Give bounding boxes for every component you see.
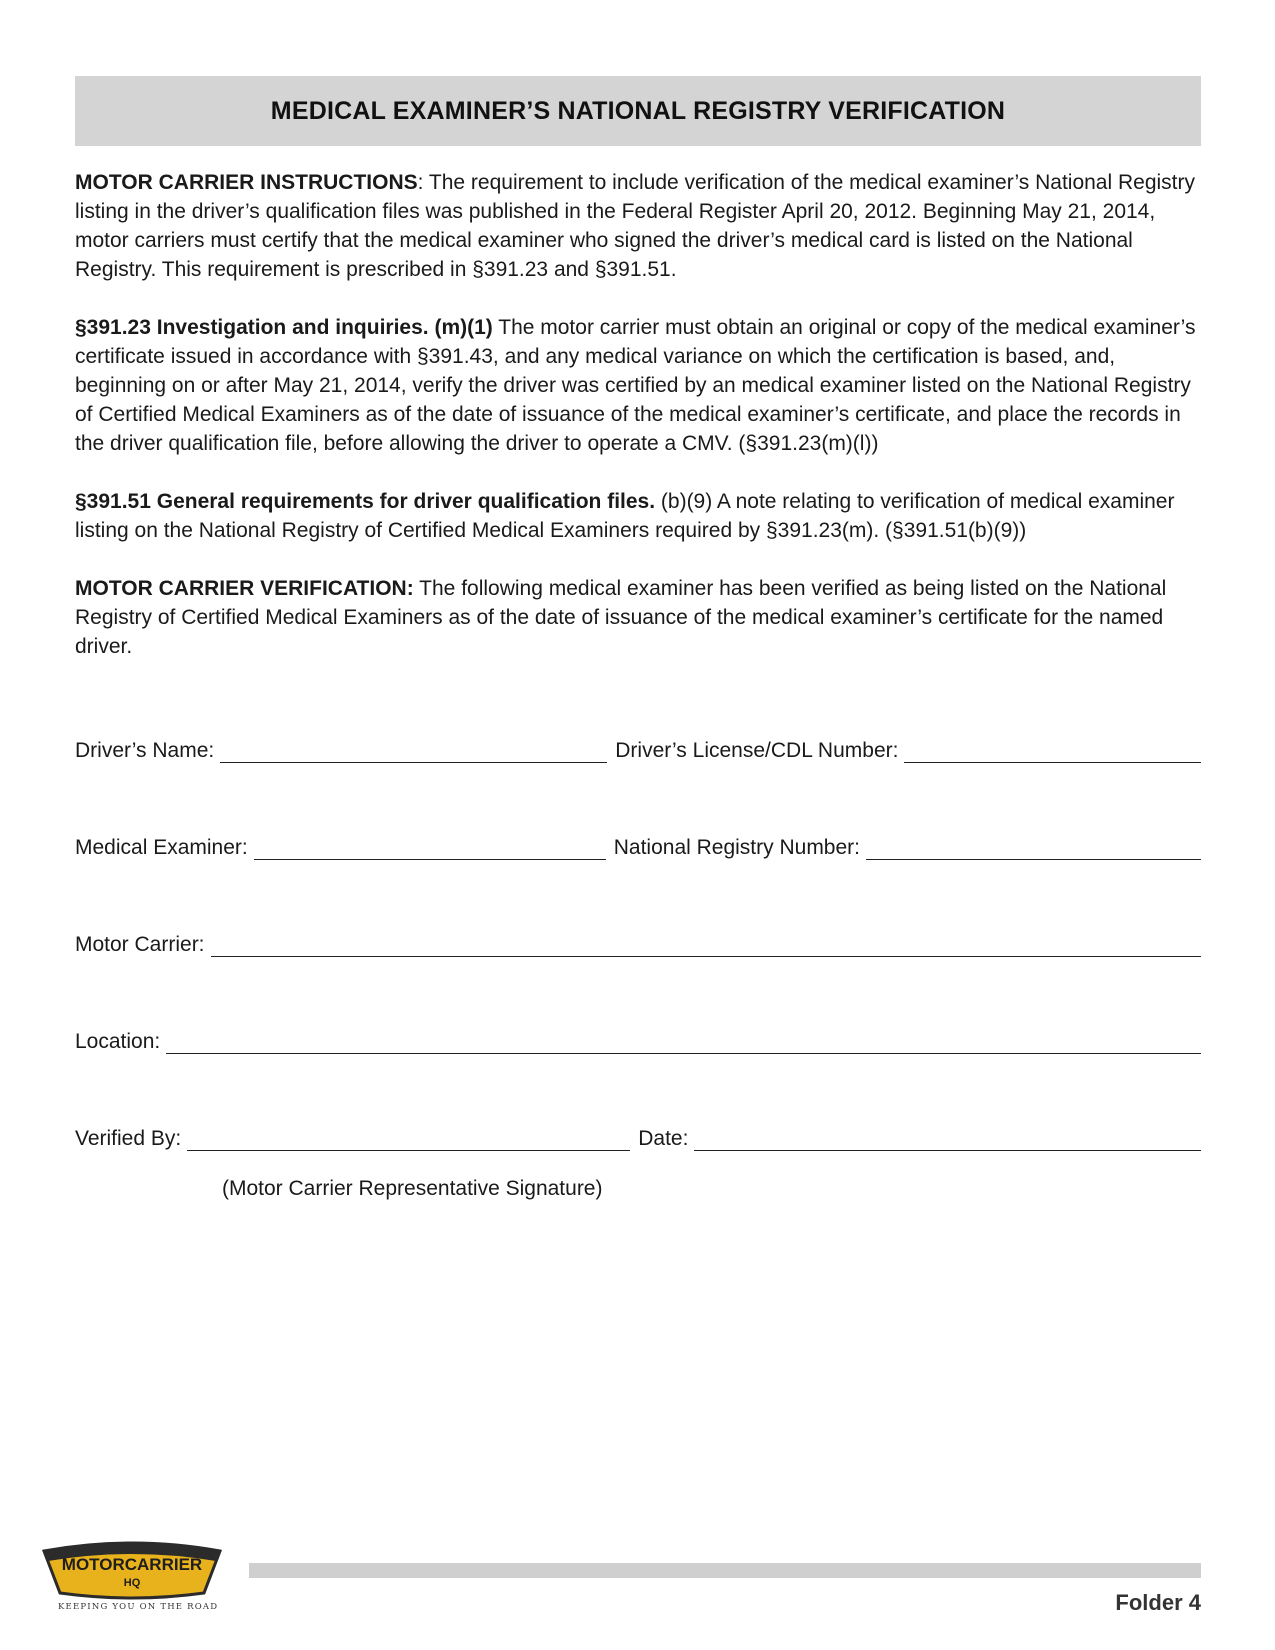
folder-label: Folder 4 <box>1115 1590 1201 1615</box>
verification-paragraph <box>75 574 1201 661</box>
section-39123-paragraph <box>75 313 1201 458</box>
signature-field[interactable] <box>187 1128 630 1151</box>
registry-number-label: National Registry Number: <box>613 836 860 859</box>
section-39151-text: (b)(9) A note relating to verification of medical examiner listing on the National Registry of Certified Medical Examiners required by §391.23(m). (§391.51(b)(9)) <box>75 490 1175 542</box>
title-banner <box>75 76 1201 146</box>
section-39151-heading: §391.51 General requirements for driver qualification files. <box>75 490 656 513</box>
document-body <box>75 76 1201 661</box>
form-row-verified <box>75 1121 1201 1151</box>
form-row-examiner <box>75 830 1201 860</box>
medical-examiner-label: Medical Examiner: <box>75 836 248 859</box>
motorcarrier-hq-logo <box>38 1533 226 1605</box>
form-row-location <box>75 1024 1201 1054</box>
verification-heading: MOTOR CARRIER VERIFICATION: <box>75 577 414 600</box>
drivers-name-field[interactable] <box>220 740 607 763</box>
form-row-driver <box>75 733 1201 763</box>
location-label: Location: <box>75 1030 161 1053</box>
drivers-license-field[interactable] <box>904 740 1201 763</box>
instructions-heading: MOTOR CARRIER INSTRUCTIONS <box>75 171 418 194</box>
motor-carrier-field[interactable] <box>211 934 1201 957</box>
motor-carrier-label: Motor Carrier: <box>75 933 205 956</box>
logo-text-hq: HQ <box>123 1577 141 1589</box>
form-row-carrier <box>75 927 1201 957</box>
section-39123-text: The motor carrier must obtain an original or copy of the medical examiner’s certificate issued in accordance with §391.43, and any medical variance on which the certification is based, and, beginning on or after May 21, 2014, verify the driver was certified by an medical examiner listed on the National Registry of Certified Medical Examiners as of the date of issuance of the medical examiner’s certificate, and place the records in the driver qualification file, before allowing the driver to operate a CMV. (§391.23(m)(l)) <box>75 316 1196 455</box>
date-label: Date: <box>638 1127 689 1150</box>
medical-examiner-field[interactable] <box>254 837 606 860</box>
instructions-paragraph <box>75 168 1201 284</box>
drivers-license-label: Driver’s License/CDL Number: <box>615 739 899 762</box>
location-field[interactable] <box>166 1031 1201 1054</box>
footer-bar <box>249 1563 1201 1578</box>
drivers-name-label: Driver’s Name: <box>75 739 215 762</box>
registry-number-field[interactable] <box>866 837 1201 860</box>
section-39123-heading: §391.23 Investigation and inquiries. (m)(1) <box>75 316 493 339</box>
logo-text-main: MOTORCARRIER <box>61 1555 203 1574</box>
verified-by-label: Verified By: <box>75 1127 182 1150</box>
page-title: MEDICAL EXAMINER’S NATIONAL REGISTRY VERIFICATION <box>270 96 1006 125</box>
logo-tagline: KEEPING YOU ON THE ROAD <box>58 1602 219 1612</box>
section-39151-paragraph <box>75 487 1201 545</box>
instructions-text: : The requirement to include verification of the medical examiner’s National Registry listing in the driver’s qualification files was published in the Federal Register April 20, 2012. Beginning May 21, 2014, motor carriers must certify that the medical examiner who signed the driver’s medical card is listed on the National Registry. This requirement is prescribed in §391.23 and §391.51. <box>75 171 1196 281</box>
date-field[interactable] <box>694 1128 1201 1151</box>
signature-caption: (Motor Carrier Representative Signature) <box>222 1177 603 1200</box>
verification-text: The following medical examiner has been verified as being listed on the National Registry of Certified Medical Examiners as of the date of issuance of the medical examiner’s certificate for the named driver. <box>75 577 1167 658</box>
